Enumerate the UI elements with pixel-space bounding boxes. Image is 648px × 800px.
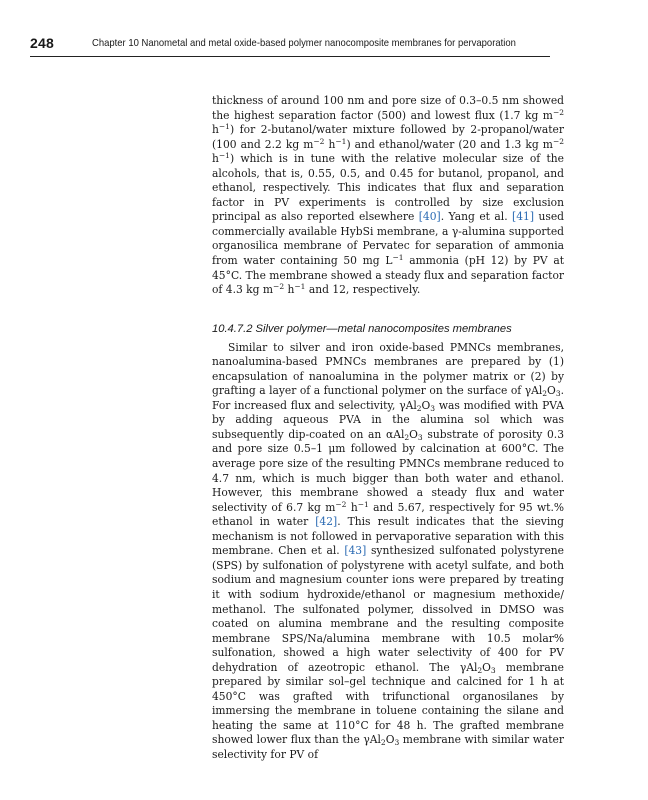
page-number: 248: [30, 35, 54, 51]
chapter-title: Chapter 10 Nanometal and metal oxide-based polymer nanocomposite membranes for pervaporation: [92, 38, 516, 49]
body-text: [212, 94, 564, 763]
running-header: [30, 34, 550, 57]
paragraph-2: Similar to silver and iron oxide-based PMNCs membranes, nanoalumina-based PMNCs membranes are prepared by (1) encapsulation of nanoalumina in the polymer matrix or (2) by grafting a layer of a functional polymer on the surface of $\gamma Al_2O_3$. For increased flux and selectivity, $\gamma Al_2O_3$ was modified with PVA by adding aqueous PVA in the alumina sol which was subsequently dip-coated on an $\alpha Al_2O_3$ substrate of porosity 0.3 and pore size 0.5–1 μm followed by calcination at 600°C. The average pore size of the resulting PMNCs membrane reduced to 4.7 nm, which is much bigger than both water and ethanol. However, this membrane showed a steady flux and water selectivity of 6.7 kg $m^{-2}$ $h^{-1}$ and 5.67, respectively for 95 wt.% ethanol in water [42]. This result indicates that the sieving mechanism is not followed in pervaporative separation with this membrane. Chen et al. [43] synthesized sulfonated polystyrene (SPS) by sulfonation of polystyrene with acetyl sulfate, and both sodium and magnesium counter ions were prepared by treating it with sodium hydroxide/ethanol or magnesium methoxide/ methanol. The sulfonated polymer, dissolved in DMSO was coated on alumina membrane and the resulting composite membrane SPS/Na/alumina membrane with 10.5 molar% sulfonation, showed a high water selectivity of 400 for PV dehydration of azeotropic ethanol. The $\gamma Al_2O_3$ membrane prepared by similar sol–gel technique and calcined for 1 h at 450°C was grafted with trifunctional organosilanes by immersing the membrane in toluene containing the silane and heating the same at 110°C for 48 h. The grafted membrane showed lower flux than the $\gamma Al_2O_3$ membrane with similar water selectivity for PV of: [212, 340, 565, 761]
citation-link[interactable]: [42]: [315, 515, 338, 529]
citation-link[interactable]: [40]: [418, 210, 441, 224]
citation-link[interactable]: [41]: [512, 210, 534, 224]
section-heading: 10.4.7.2 Silver polymer—metal nanocomposites membranes: [212, 322, 512, 335]
paragraph-1: thickness of around 100 nm and pore size of 0.3–0.5 nm showed the highest separation factor (500) and lowest flux (1.7 kg $m^{-2}$ $h^{-1}$) for 2-butanol/water mixture followed by 2-propanol/water (100 and 2.2 kg $m^{-2}$ $h^{-1}$) and ethanol/water (20 and 1.3 kg $m^{-2}$ $h^{-1}$) which is in tune with the relative molecular size of the alcohols, that is, 0.55, 0.5, and 0.45 for butanol, propanol, and ethanol, respectively. This indicates that flux and separation factor in PV experiments is controlled by size exclusion principal as also reported elsewhere [40]. Yang et al. [41] used commercially available HybSi membrane, a γ-alumina supported organosilica membrane of Pervatec for separation of ammonia from water containing 50 mg $L^{-1}$ ammonia (pH 12) by PV at 45°C. The membrane showed a steady flux and separation factor of 4.3 kg $m^{-2}$ $h^{-1}$ and 12, respectively.: [212, 94, 565, 297]
citation-link[interactable]: [43]: [344, 544, 367, 558]
